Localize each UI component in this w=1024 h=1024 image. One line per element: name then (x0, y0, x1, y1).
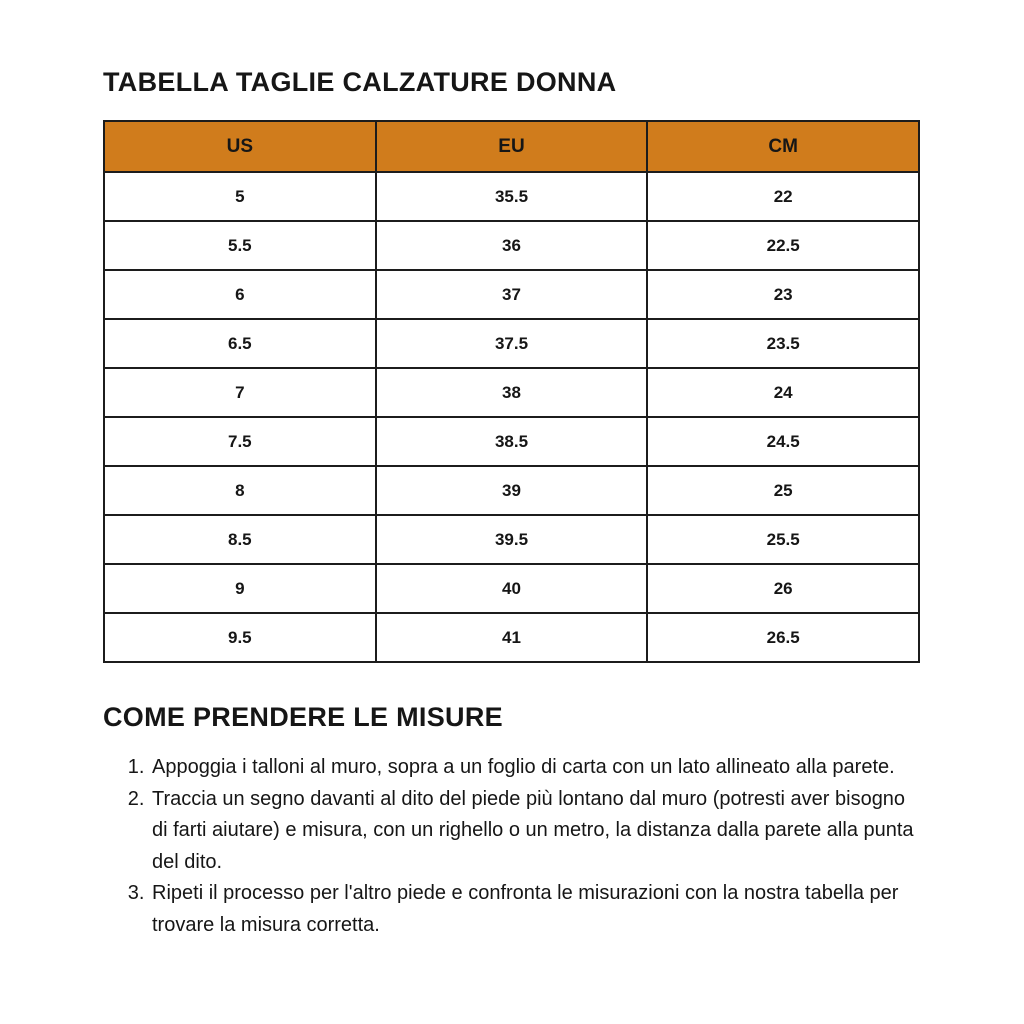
table-cell: 8 (104, 466, 376, 515)
table-cell: 41 (376, 613, 648, 662)
table-cell: 22.5 (647, 221, 919, 270)
table-cell: 37.5 (376, 319, 648, 368)
measure-step: 3. Ripeti il processo per l'altro piede e confronta le misurazioni con la nostra tabella per trovare la misura corretta. (150, 878, 920, 941)
table-cell: 7 (104, 368, 376, 417)
size-table-title: TABELLA TAGLIE CALZATURE DONNA (103, 67, 617, 97)
table-cell: 5.5 (104, 221, 376, 270)
size-table (103, 120, 920, 663)
table-cell: 8.5 (104, 515, 376, 564)
table-cell: 26 (647, 564, 919, 613)
table-row (104, 221, 919, 270)
column-header: EU (376, 121, 648, 172)
table-cell: 5 (104, 172, 376, 221)
table-cell: 25 (647, 466, 919, 515)
measure-step: 1. Appoggia i talloni al muro, sopra a un foglio di carta con un lato allineato alla parete. (150, 752, 920, 784)
table-cell: 35.5 (376, 172, 648, 221)
table-cell: 25.5 (647, 515, 919, 564)
column-header: CM (647, 121, 919, 172)
measure-instructions-title: COME PRENDERE LE MISURE (103, 702, 503, 732)
table-cell: 37 (376, 270, 648, 319)
table-row (104, 172, 919, 221)
table-cell: 39 (376, 466, 648, 515)
table-cell: 6 (104, 270, 376, 319)
table-row (104, 515, 919, 564)
size-guide-content (103, 0, 920, 941)
size-table-body (104, 172, 919, 662)
table-cell: 9.5 (104, 613, 376, 662)
table-cell: 26.5 (647, 613, 919, 662)
table-cell: 36 (376, 221, 648, 270)
table-row (104, 368, 919, 417)
table-row (104, 417, 919, 466)
table-cell: 23 (647, 270, 919, 319)
table-row (104, 270, 919, 319)
table-cell: 24.5 (647, 417, 919, 466)
table-cell: 40 (376, 564, 648, 613)
table-cell: 38.5 (376, 417, 648, 466)
table-cell: 22 (647, 172, 919, 221)
table-cell: 7.5 (104, 417, 376, 466)
table-cell: 38 (376, 368, 648, 417)
table-cell: 9 (104, 564, 376, 613)
table-row (104, 564, 919, 613)
size-table-head (104, 121, 919, 172)
table-cell: 6.5 (104, 319, 376, 368)
measure-step: 2. Traccia un segno davanti al dito del piede più lontano dal muro (potresti aver bisogno di farti aiutare) e misura, con un righello o un metro, la distanza dalla parete alla punta del dito. (150, 784, 920, 879)
measure-steps-list (103, 752, 920, 941)
size-table-header-row (104, 121, 919, 172)
table-cell: 23.5 (647, 319, 919, 368)
table-row (104, 613, 919, 662)
column-header: US (104, 121, 376, 172)
table-cell: 24 (647, 368, 919, 417)
table-row (104, 319, 919, 368)
table-row (104, 466, 919, 515)
table-cell: 39.5 (376, 515, 648, 564)
